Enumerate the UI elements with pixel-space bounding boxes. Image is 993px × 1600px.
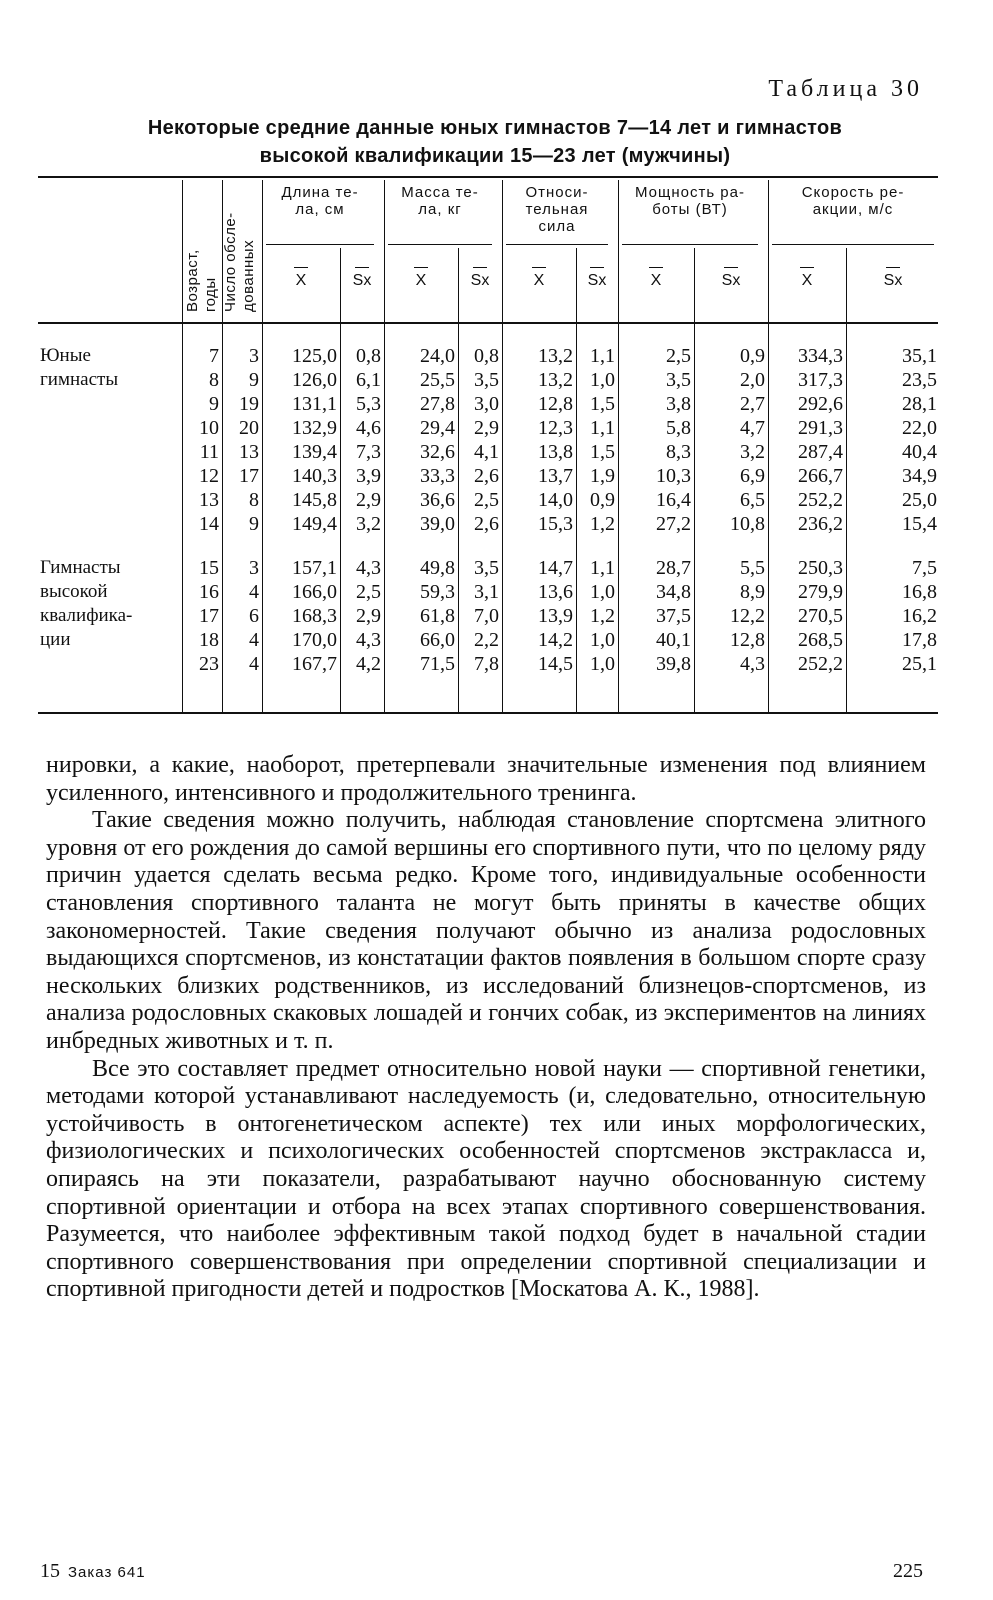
caption-line-2: высокой квалификации 15—23 лет (мужчины)	[259, 145, 731, 167]
table-cell: 5,3	[356, 393, 381, 415]
header-age: Возраст, годы	[184, 249, 219, 312]
order-number: Заказ 641	[68, 1564, 146, 1581]
paragraph-3: Все это составляет предмет относительно новой науки — спортивной генетики, методами которой устанавливают наследуемость (и, следовательно, относительную устойчивость в онтогенетическом аспекте) тех или иных морфологических, физиологических и психологических особенностей спортсменов экстракласса и, опираясь на эти показатели, разрабатывают научно обоснованную систему спортивной ориентации и отбора на всех этапах спортивного совершенствования. Разумеется, что наиболее эффективным такой подход будет в начальной стадии спортивного совершенствования при определении спортивной специализации и спортивной пригодности детей и подростков [Москатова А. К., 1988].	[46, 1055, 926, 1303]
table-cell: 18	[199, 629, 219, 651]
table-cell: 14,5	[538, 653, 573, 675]
table-cell: 2,6	[474, 513, 499, 535]
row-group-label-line: гимнасты	[40, 369, 119, 390]
table-cell: 7,8	[474, 653, 499, 675]
table-cell: 24,0	[420, 345, 455, 367]
table-cell: 0,8	[474, 345, 499, 367]
table-cell: 4,1	[474, 441, 499, 463]
table-cell: 71,5	[420, 653, 455, 675]
table-cell: 12,8	[538, 393, 573, 415]
table-cell: 13,2	[538, 345, 573, 367]
table-cell: 7,5	[912, 557, 937, 579]
table-cell: 0,9	[590, 489, 615, 511]
sd-header: Sx	[576, 272, 618, 290]
table-cell: 10	[199, 417, 219, 439]
row-group-label-line: Гимнасты	[40, 557, 121, 578]
table-cell: 4,2	[356, 653, 381, 675]
table-cell: 9	[249, 513, 259, 535]
table-cell: 268,5	[798, 629, 843, 651]
table-cell: 2,2	[474, 629, 499, 651]
table-cell: 8,3	[666, 441, 691, 463]
mean-header: X	[768, 272, 846, 290]
table-cell: 167,7	[292, 653, 337, 675]
table-cell: 1,0	[590, 369, 615, 391]
table-cell: 49,8	[420, 557, 455, 579]
table-cell: 140,3	[292, 465, 337, 487]
table-cell: 10,8	[730, 513, 765, 535]
table-cell: 170,0	[292, 629, 337, 651]
group-header-line: Скорость ре-	[801, 184, 905, 201]
group-underline	[506, 244, 608, 245]
table-cell: 252,2	[798, 653, 843, 675]
table-cell: 23	[199, 653, 219, 675]
table-cell: 2,5	[356, 581, 381, 603]
table-cell: 1,5	[590, 393, 615, 415]
table-cell: 12	[199, 465, 219, 487]
table-cell: 236,2	[798, 513, 843, 535]
table-cell: 0,8	[356, 345, 381, 367]
group-underline	[388, 244, 492, 245]
table-cell: 40,4	[902, 441, 937, 463]
table-cell: 20	[239, 417, 259, 439]
table-cell: 1,9	[590, 465, 615, 487]
table-cell: 13,6	[538, 581, 573, 603]
table-cell: 2,5	[474, 489, 499, 511]
table-cell: 29,4	[420, 417, 455, 439]
table-cell: 15	[199, 557, 219, 579]
table-cell: 61,8	[420, 605, 455, 627]
group-header-line: ла, см	[295, 201, 345, 218]
table-cell: 28,7	[656, 557, 691, 579]
table-cell: 3,2	[740, 441, 765, 463]
table-cell: 1,0	[590, 581, 615, 603]
table-cell: 14	[199, 513, 219, 535]
table-cell: 5,5	[740, 557, 765, 579]
table-cell: 16	[199, 581, 219, 603]
table-cell: 28,1	[902, 393, 937, 415]
header-count: Число обсле- дованных	[222, 212, 257, 312]
caption-line-1: Некоторые средние данные юных гимнастов 7—14 лет и гимнастов	[147, 117, 843, 139]
table-cell: 25,1	[902, 653, 937, 675]
table-cell: 27,2	[656, 513, 691, 535]
table-cell: 36,6	[420, 489, 455, 511]
table-cell: 3,2	[356, 513, 381, 535]
table-cell: 1,2	[590, 605, 615, 627]
group-header-line: Относи-	[525, 184, 589, 201]
body-text	[46, 752, 926, 1304]
table-cell: 157,1	[292, 557, 337, 579]
table-cell: 23,5	[902, 369, 937, 391]
table-cell: 34,8	[656, 581, 691, 603]
page-footer-left	[40, 1560, 146, 1583]
table-cell: 4	[249, 629, 259, 651]
table-cell: 292,6	[798, 393, 843, 415]
table-cell: 149,4	[292, 513, 337, 535]
table-cell: 19	[239, 393, 259, 415]
group-header	[768, 184, 938, 218]
table-cell: 126,0	[292, 369, 337, 391]
table-cell: 4,3	[356, 557, 381, 579]
table-cell: 17	[239, 465, 259, 487]
group-header-line: акции, м/с	[812, 201, 894, 218]
table-cell: 37,5	[656, 605, 691, 627]
table-cell: 0,9	[740, 345, 765, 367]
row-group-label	[40, 556, 132, 652]
table-label: Таблица 30	[768, 76, 923, 102]
table-cell: 27,8	[420, 393, 455, 415]
row-group-label-line: высокой	[40, 581, 108, 602]
row-group-label	[40, 344, 118, 392]
table-cell: 1,2	[590, 513, 615, 535]
table-cell: 3	[249, 557, 259, 579]
table-cell: 270,5	[798, 605, 843, 627]
table-cell: 66,0	[420, 629, 455, 651]
table-cell: 5,8	[666, 417, 691, 439]
table-cell: 12,3	[538, 417, 573, 439]
table-cell: 6,1	[356, 369, 381, 391]
table-cell: 9	[209, 393, 219, 415]
table-cell: 7	[209, 345, 219, 367]
table-cell: 279,9	[798, 581, 843, 603]
table-cell: 139,4	[292, 441, 337, 463]
table-cell: 16,4	[656, 489, 691, 511]
table-cell: 2,9	[356, 489, 381, 511]
table-cell: 132,9	[292, 417, 337, 439]
row-group-label-line: ции	[40, 629, 71, 650]
mean-header: X	[384, 272, 458, 290]
mean-header: X	[618, 272, 694, 290]
table-cell: 6,9	[740, 465, 765, 487]
table-cell: 168,3	[292, 605, 337, 627]
table-cell: 59,3	[420, 581, 455, 603]
group-underline	[772, 244, 934, 245]
table-cell: 250,3	[798, 557, 843, 579]
group-header-line: тельная	[525, 201, 589, 218]
table-cell: 8	[249, 489, 259, 511]
group-underline	[266, 244, 374, 245]
table-cell: 22,0	[902, 417, 937, 439]
table-cell: 1,0	[590, 629, 615, 651]
table-cell: 17	[199, 605, 219, 627]
table-cell: 4	[249, 653, 259, 675]
table-cell: 35,1	[902, 345, 937, 367]
table-cell: 12,8	[730, 629, 765, 651]
table-cell: 39,0	[420, 513, 455, 535]
table-cell: 3,5	[666, 369, 691, 391]
table-cell: 25,5	[420, 369, 455, 391]
table-cell: 4,7	[740, 417, 765, 439]
group-header	[384, 184, 496, 218]
table-cell: 2,0	[740, 369, 765, 391]
table-cell: 8,9	[740, 581, 765, 603]
table-cell: 3,1	[474, 581, 499, 603]
table-cell: 40,1	[656, 629, 691, 651]
table-bottom-rule	[38, 712, 938, 714]
table-cell: 291,3	[798, 417, 843, 439]
table-cell: 145,8	[292, 489, 337, 511]
group-header-line: Мощность ра-	[634, 184, 745, 201]
table-cell: 13	[199, 489, 219, 511]
signature-mark: 15	[40, 1560, 60, 1582]
table-cell: 4	[249, 581, 259, 603]
group-header-line: сила	[538, 218, 576, 235]
table-cell: 11	[199, 441, 219, 463]
group-header-line: боты (ВТ)	[652, 201, 728, 218]
group-header-line: ла, кг	[418, 201, 462, 218]
table-cell: 16,2	[902, 605, 937, 627]
paragraph-2: Такие сведения можно получить, наблюдая становление спортсмена элитного уровня от его рождения до самой вершины его спортивного пути, что по целому ряду причин удается сделать весьма редко. Кроме того, индивидуальные особенности становления спортивного таланта не могут быть приняты в качестве общих закономерностей. Такие сведения получают обычно из анализа родословных выдающихся спортсменов, из констатации фактов появления в большом спорте сразу нескольких близких родственников, из исследований близнецов-спортсменов, из анализа родословных скаковых лошадей и гончих собак, из экспериментов на линиях инбредных животных и т. п.	[46, 807, 926, 1054]
table-cell: 33,3	[420, 465, 455, 487]
mean-header: X	[502, 272, 576, 290]
table-cell: 13,2	[538, 369, 573, 391]
table-cell: 14,0	[538, 489, 573, 511]
table-cell: 1,1	[590, 417, 615, 439]
table-cell: 4,6	[356, 417, 381, 439]
table-caption	[90, 114, 900, 170]
table-cell: 15,4	[902, 513, 937, 535]
table-cell: 13,7	[538, 465, 573, 487]
table-cell: 25,0	[902, 489, 937, 511]
table-cell: 6	[249, 605, 259, 627]
table-cell: 17,8	[902, 629, 937, 651]
table-cell: 166,0	[292, 581, 337, 603]
sd-header: Sx	[846, 272, 940, 290]
table-cell: 32,6	[420, 441, 455, 463]
sd-header: Sx	[458, 272, 502, 290]
group-header-line: Масса те-	[401, 184, 479, 201]
table-header-rule	[38, 322, 938, 324]
table-cell: 8	[209, 369, 219, 391]
group-header-line: Длина те-	[281, 184, 359, 201]
table-cell: 2,9	[474, 417, 499, 439]
row-group-label-line: Юные	[40, 345, 91, 366]
table-cell: 13	[239, 441, 259, 463]
page-number: 225	[893, 1560, 923, 1582]
table-cell: 125,0	[292, 345, 337, 367]
table-cell: 7,3	[356, 441, 381, 463]
table-cell: 16,8	[902, 581, 937, 603]
table-cell: 13,8	[538, 441, 573, 463]
table-cell: 2,5	[666, 345, 691, 367]
table-cell: 14,7	[538, 557, 573, 579]
table-cell: 1,5	[590, 441, 615, 463]
table-cell: 334,3	[798, 345, 843, 367]
table-cell: 12,2	[730, 605, 765, 627]
table-cell: 2,6	[474, 465, 499, 487]
table-cell: 3,0	[474, 393, 499, 415]
table-cell: 6,5	[740, 489, 765, 511]
table-cell: 10,3	[656, 465, 691, 487]
group-underline	[622, 244, 758, 245]
table-cell: 287,4	[798, 441, 843, 463]
table-cell: 3,9	[356, 465, 381, 487]
table-cell: 266,7	[798, 465, 843, 487]
table-cell: 131,1	[292, 393, 337, 415]
table-cell: 34,9	[902, 465, 937, 487]
table-top-rule	[38, 176, 938, 178]
table-cell: 13,9	[538, 605, 573, 627]
table-cell: 15,3	[538, 513, 573, 535]
group-header	[618, 184, 762, 218]
table-cell: 317,3	[798, 369, 843, 391]
table-cell: 4,3	[740, 653, 765, 675]
mean-header: X	[262, 272, 340, 290]
table-cell: 252,2	[798, 489, 843, 511]
table-cell: 1,1	[590, 557, 615, 579]
table-cell: 39,8	[656, 653, 691, 675]
table-cell: 4,3	[356, 629, 381, 651]
table-cell: 14,2	[538, 629, 573, 651]
table-cell: 2,9	[356, 605, 381, 627]
table-cell: 3,8	[666, 393, 691, 415]
sd-header: Sx	[694, 272, 768, 290]
table-cell: 3,5	[474, 557, 499, 579]
table-cell: 2,7	[740, 393, 765, 415]
table-cell: 1,0	[590, 653, 615, 675]
row-group-label-line: квалифика-	[40, 605, 133, 626]
sd-header: Sx	[340, 272, 384, 290]
table-cell: 3	[249, 345, 259, 367]
table-cell: 9	[249, 369, 259, 391]
table-cell: 3,5	[474, 369, 499, 391]
table-cell: 7,0	[474, 605, 499, 627]
table-cell: 1,1	[590, 345, 615, 367]
group-header	[502, 184, 612, 235]
paragraph-1: нировки, а какие, наоборот, претерпевали значительные изменения под влиянием усиленного, интенсивного и продолжительного тренинга.	[46, 752, 926, 806]
group-header	[262, 184, 378, 218]
